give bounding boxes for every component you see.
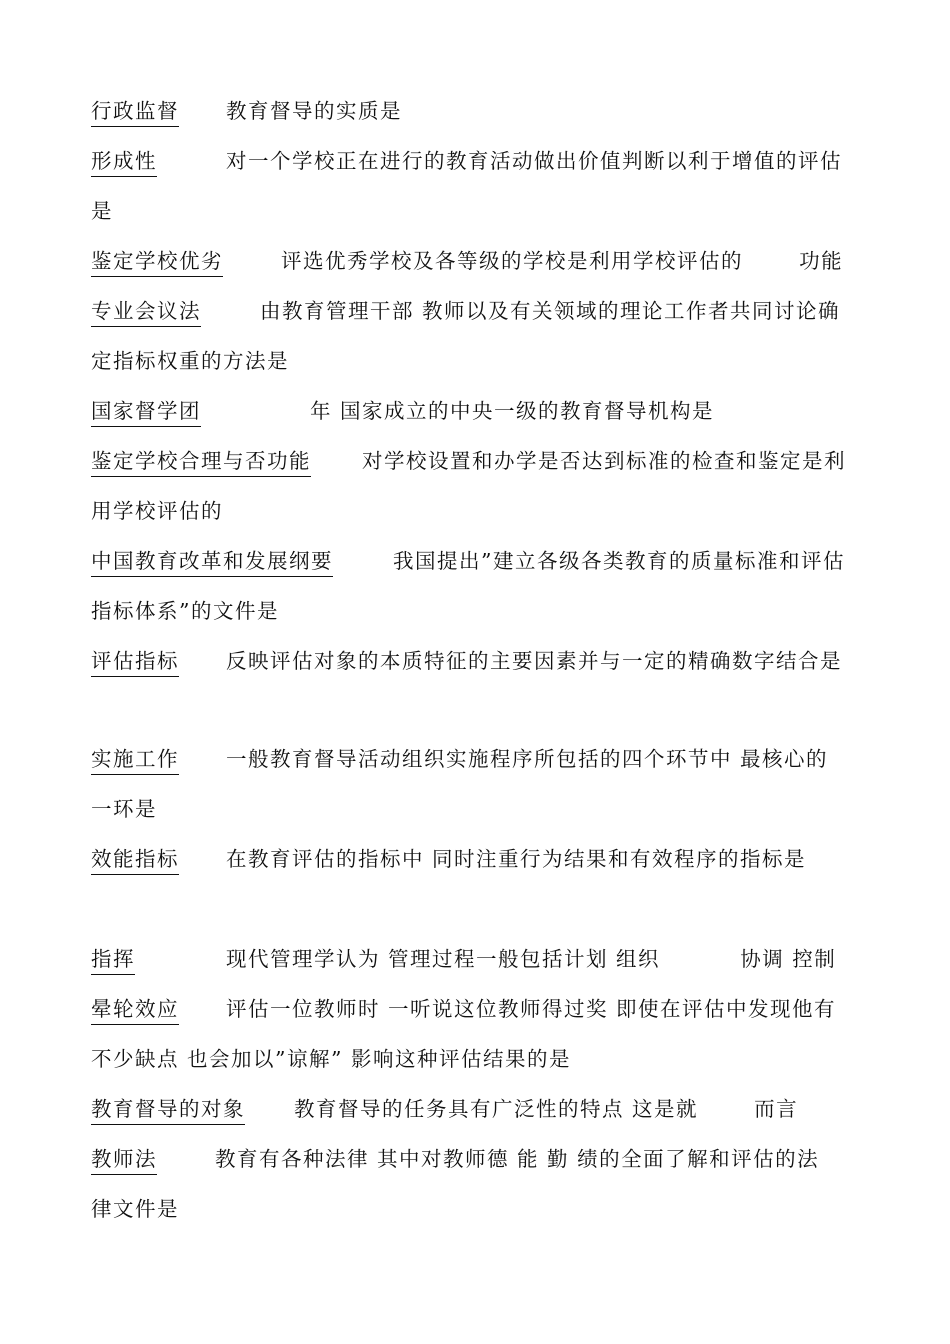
question-text: 教育有各种法律 其中对教师德 能 勤 绩的全面了解和评估的法 <box>215 1147 820 1171</box>
question-text: 教育督导的任务具有广泛性的特点 这是就 而言 <box>294 1097 799 1121</box>
answer-text: 评估指标 <box>91 647 179 677</box>
question-9-continued: 一环是 <box>91 797 157 821</box>
question-12-continued: 不少缺点 也会加以”谅解” 影响这种评估结果的是 <box>91 1047 571 1071</box>
question-14-continued: 律文件是 <box>91 1197 179 1221</box>
question-2 <box>91 147 842 177</box>
question-text: 对学校设置和办学是否达到标准的检查和鉴定是利 <box>362 449 846 473</box>
answer-text: 形成性 <box>91 147 157 177</box>
answer-text: 行政监督 <box>91 97 179 127</box>
answer-text: 实施工作 <box>91 745 179 775</box>
question-6-continued: 用学校评估的 <box>91 499 223 523</box>
question-text: 我国提出”建立各级各类教育的质量标准和评估 <box>393 549 845 573</box>
question-2-continued: 是 <box>91 199 113 223</box>
question-text: 在教育评估的指标中 同时注重行为结果和有效程序的指标是 <box>226 847 807 871</box>
answer-text: 国家督学团 <box>91 397 201 427</box>
answer-text: 晕轮效应 <box>91 995 179 1025</box>
question-text: 反映评估对象的本质特征的主要因素并与一定的精确数字结合是 <box>226 649 842 673</box>
question-4 <box>91 297 841 327</box>
answer-text: 专业会议法 <box>91 297 201 327</box>
question-text: 年 国家成立的中央一级的教育督导机构是 <box>310 399 715 423</box>
question-text: 对一个学校正在进行的教育活动做出价值判断以利于增值的评估 <box>226 149 842 173</box>
question-13 <box>91 1095 799 1125</box>
question-text: 一般教育督导活动组织实施程序所包括的四个环节中 最核心的 <box>226 747 829 771</box>
question-9 <box>91 745 829 775</box>
question-7 <box>91 547 845 577</box>
question-7-continued: 指标体系”的文件是 <box>91 599 279 623</box>
question-6 <box>91 447 846 477</box>
answer-text: 教师法 <box>91 1145 157 1175</box>
question-11 <box>91 945 837 975</box>
answer-text: 教育督导的对象 <box>91 1095 245 1125</box>
question-text: 评选优秀学校及各等级的学校是利用学校评估的 功能 <box>281 249 844 273</box>
question-10 <box>91 845 807 875</box>
question-5 <box>91 397 715 427</box>
answer-text: 鉴定学校合理与否功能 <box>91 447 311 477</box>
answer-text: 中国教育改革和发展纲要 <box>91 547 333 577</box>
answer-text: 效能指标 <box>91 845 179 875</box>
question-4-continued: 定指标权重的方法是 <box>91 349 289 373</box>
question-text: 评估一位教师时 一听说这位教师得过奖 即使在评估中发现他有 <box>226 997 837 1021</box>
question-1 <box>91 97 402 127</box>
question-8 <box>91 647 842 677</box>
question-14 <box>91 1145 820 1175</box>
answer-text: 鉴定学校优劣 <box>91 247 223 277</box>
question-12 <box>91 995 837 1025</box>
question-text: 由教育管理干部 教师以及有关领域的理论工作者共同讨论确 <box>260 299 841 323</box>
answer-text: 指挥 <box>91 945 135 975</box>
question-text: 教育督导的实质是 <box>226 99 402 123</box>
question-3 <box>91 247 844 277</box>
question-text: 现代管理学认为 管理过程一般包括计划 组织 协调 控制 <box>226 947 837 971</box>
